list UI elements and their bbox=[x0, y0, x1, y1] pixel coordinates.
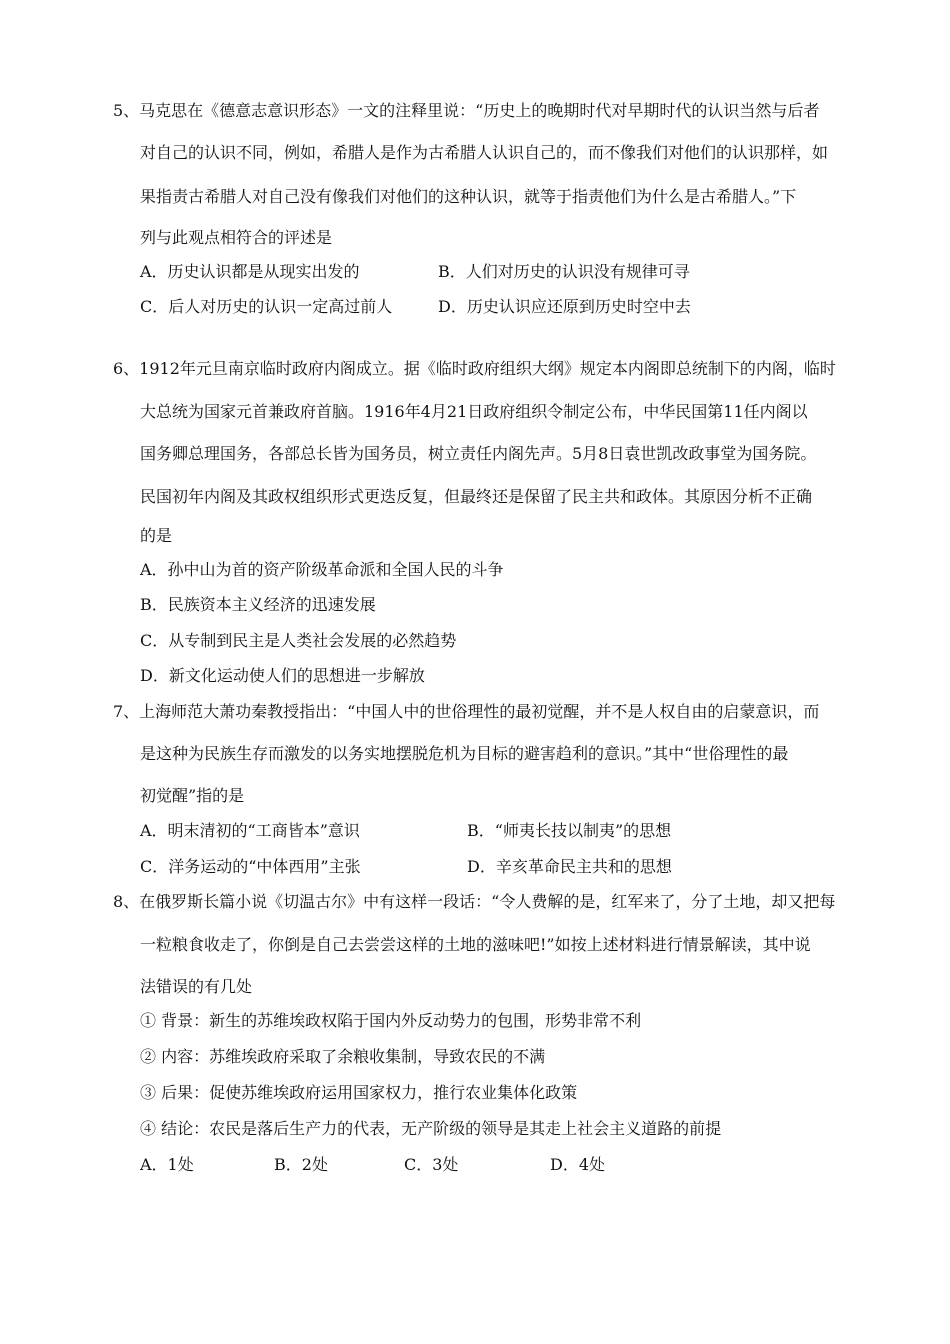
q5-stem-line-2: 对自己的认识不同，例如，希腊人是作为古希腊人认识自己的，而不像我们对他们的认识那样，如 bbox=[140, 143, 829, 162]
q6-stem-line-2: 大总统为国家元首兼政府首脑。1916年4月21日政府组织令制定公布，中华民国第11任内阁以 bbox=[140, 402, 808, 421]
q6-stem-line-3: 国务卿总理国务，各部总长皆为国务员，树立责任内阁先声。5月8日袁世凯改政事堂为国务院。 bbox=[140, 444, 817, 463]
q8-option-a: A．1处 bbox=[140, 1155, 194, 1174]
q8-option-b: B．2处 bbox=[274, 1155, 328, 1174]
q7-option-a: A．明末清初的“工商皆本”意识 bbox=[140, 821, 360, 840]
q7-stem-line-3: 初觉醒”指的是 bbox=[140, 786, 245, 805]
q6-option-d: D．新文化运动使人们的思想进一步解放 bbox=[140, 666, 425, 685]
q8-item-3: ③ 后果：促使苏维埃政府运用国家权力，推行农业集体化政策 bbox=[140, 1083, 578, 1102]
q8-stem-line-1: 8、在俄罗斯长篇小说《切温古尔》中有这样一段话：“令人费解的是，红军来了，分了土地，却又把每 bbox=[113, 892, 836, 911]
q5-stem-line-4: 列与此观点相符合的评述是 bbox=[140, 228, 333, 247]
q5-option-a: A．历史认识都是从现实出发的 bbox=[140, 262, 360, 281]
q8-item-2: ② 内容：苏维埃政府采取了余粮收集制，导致农民的不满 bbox=[140, 1047, 546, 1066]
q7-stem-line-2: 是这种为民族生存而激发的以务实地摆脱危机为目标的避害趋利的意识。”其中“世俗理性的最 bbox=[140, 744, 789, 763]
q5-option-c: C．后人对历史的认识一定高过前人 bbox=[140, 297, 393, 316]
q6-option-c: C．从专制到民主是人类社会发展的必然趋势 bbox=[140, 631, 457, 650]
q8-stem-line-3: 法错误的有几处 bbox=[140, 977, 253, 996]
q5-option-d: D．历史认识应还原到历史时空中去 bbox=[438, 297, 691, 316]
q5-stem-line-3: 果指责古希腊人对自己没有像我们对他们的这种认识，就等于指责他们为什么是古希腊人。”下 bbox=[140, 187, 797, 206]
q7-option-b: B．“师夷长技以制夷”的思想 bbox=[467, 821, 672, 840]
q8-option-c: C．3处 bbox=[404, 1155, 459, 1174]
q7-option-c: C．洋务运动的“中体西用”主张 bbox=[140, 857, 361, 876]
q7-stem-line-1: 7、上海师范大萧功秦教授指出：“中国人中的世俗理性的最初觉醒，并不是人权自由的启蒙意识，而 bbox=[113, 702, 820, 721]
q8-item-1: ① 背景：新生的苏维埃政权陷于国内外反动势力的包围，形势非常不利 bbox=[140, 1011, 642, 1030]
q6-stem-line-4: 民国初年内阁及其政权组织形式更迭反复，但最终还是保留了民主共和政体。其原因分析不正确 bbox=[140, 487, 813, 506]
q7-option-d: D．辛亥革命民主共和的思想 bbox=[467, 857, 672, 876]
q6-stem-line-5: 的是 bbox=[140, 526, 173, 545]
q5-stem-line-1: 5、马克思在《德意志意识形态》一文的注释里说：“历史上的晚期时代对早期时代的认识当然与后者 bbox=[113, 101, 820, 120]
q8-item-4: ④ 结论：农民是落后生产力的代表，无产阶级的领导是其走上社会主义道路的前提 bbox=[140, 1119, 722, 1138]
q8-stem-line-2: 一粒粮食收走了，你倒是自己去尝尝这样的土地的滋味吧!”如按上述材料进行情景解读，其中说 bbox=[140, 935, 811, 954]
q6-option-a: A．孙中山为首的资产阶级革命派和全国人民的斗争 bbox=[140, 560, 504, 579]
q8-option-d: D．4处 bbox=[550, 1155, 606, 1174]
q6-option-b: B．民族资本主义经济的迅速发展 bbox=[140, 595, 376, 614]
q6-stem-line-1: 6、1912年元旦南京临时政府内阁成立。据《临时政府组织大纲》规定本内阁即总统制下的内阁，临时 bbox=[113, 359, 836, 378]
q5-option-b: B．人们对历史的认识没有规律可寻 bbox=[438, 262, 690, 281]
